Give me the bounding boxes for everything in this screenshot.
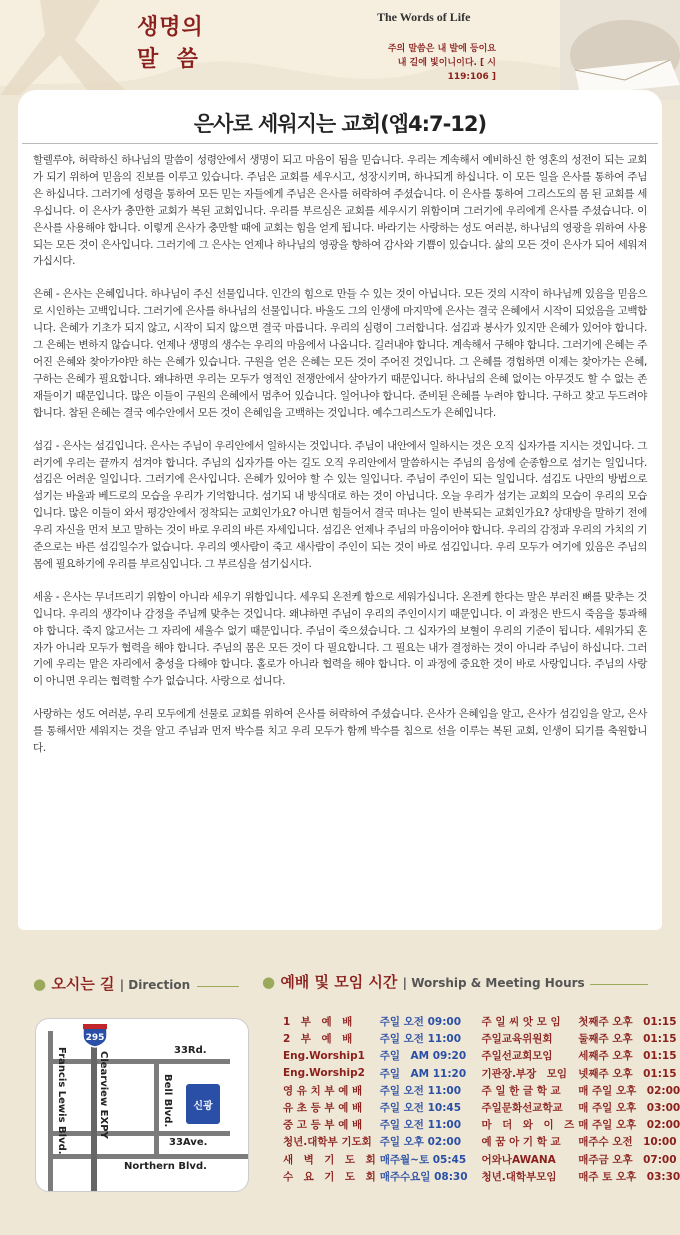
schedule-row xyxy=(281,1099,680,1116)
schedule-name: 예 꿈 아 기 학 교 xyxy=(481,1136,561,1149)
highway-number: 295 xyxy=(85,1033,105,1043)
title-line1: 생명의 xyxy=(137,15,204,40)
schedule-name: 1 부 예 배 xyxy=(283,1016,353,1029)
schedule-name: Eng.Worship1 xyxy=(283,1049,365,1062)
schedule-name: 유 초 등 부 예 배 xyxy=(283,1102,363,1115)
label-33rd: 33Rd. xyxy=(174,1045,207,1056)
schedule-time: 매주수요일 08:30 xyxy=(379,1170,468,1183)
schedule-time: 매주월~토 05:45 xyxy=(379,1153,467,1166)
sermon-paragraph: 사랑하는 성도 여러분, 우리 모두에게 선물로 교회를 위하여 은사를 허락하여 주셨습니다. 은사가 은혜임을 알고, 은사가 섬김임을 알고, 은사를 통해서만 세워지는 것을 알고 주님과 먼저 박수를 치고 우리 모두가 함께 박수를 침으로 선을 이루는 복된 교회, 인생이 되기를 축원합니다. xyxy=(33,708,647,755)
worship-schedule xyxy=(281,1013,680,1185)
schedule-name: 영 유 치 부 예 배 xyxy=(283,1084,363,1097)
schedule-row xyxy=(281,1030,680,1047)
schedule-name: 2 부 예 배 xyxy=(283,1033,353,1046)
schedule-name: 마 더 와 이 즈 xyxy=(481,1119,575,1132)
schedule-time: 주일 오후 02:00 xyxy=(379,1136,462,1149)
sermon-title: 은사로 세워지는 교회(엡4:7-12) xyxy=(193,112,487,136)
worship-sub: | Worship & Meeting Hours xyxy=(402,976,585,990)
bullet-icon: ● xyxy=(262,973,281,991)
header xyxy=(0,0,680,100)
bullet-icon: ● xyxy=(33,975,52,993)
schedule-time: 첫째주 오후 01:15 xyxy=(578,1016,677,1029)
schedule-row xyxy=(281,1116,680,1133)
schedule-name: 주일교육위원회 xyxy=(481,1033,553,1046)
words-of-life: The Words of Life xyxy=(377,10,471,24)
direction-map xyxy=(35,1018,249,1192)
schedule-row xyxy=(281,1168,680,1185)
road-33rd xyxy=(48,1059,230,1064)
direction-divider xyxy=(197,986,239,987)
sermon-paragraph: 섬김 - 은사는 섬김입니다. 은사는 주님이 우리안에서 일하시는 것입니다. 주님이 내안에서 일하시는 것은 오직 십자가를 지시는 것입니다. 그러기에 우리는 끝까지 섬겨야 합니다. 주님의 십자가를 아는 길도 오직 우리안에서 말씀하시는 주님의 음성에 순종함으로 섬기는 일입니다. 섬김은 어려운 일입니다. 그러기에 은사입니다. 은혜가 있어야 할 수 있는 일입니다. 주님이 주인이 되는 일입니다. 섬김도 나만의 방법으로 섬기는 바울과 베드로의 모습을 우리가 기억합니다. 섬기되 내 방식대로 하는 것이 아닙니다. 오늘 우리가 섬기는 교회의 모습이 우리의 모습입니다. 많은 이들이 와서 평강안에서 정착되는 교회인가요? 아니면 힘들어서 결국 떠나는 일이 반복되는 교회인가요? 상대방을 말하기 전에 우리 자신을 먼저 보고 말하는 것이 바로 우리의 바른 자세입니다. 섬김은 언제나 주님의 마음이어야 합니다. 우리의 감정과 우리의 가치의 기준으로는 바른 섬김일수가 없습니다. 우리의 옛사람이 죽고 새사람이 주인이 되는 것이 바로 섬김입니다. 우리 모두가 여기에 있음은 주님의 몸에 필요하기에 우리를 부르심입니다. 그 부르심을 섬기십시다. xyxy=(33,439,647,570)
schedule-time: 주일 오전 11:00 xyxy=(379,1084,462,1097)
label-33ave: 33Ave. xyxy=(169,1137,208,1148)
sermon-body xyxy=(33,152,647,773)
schedule-time: 매 주일 오후 03:00 xyxy=(578,1102,680,1115)
worship-title: 예배 및 모임 시간 xyxy=(280,973,398,991)
header-verse xyxy=(360,42,496,84)
verse-line2: 내 길에 빛이니이다. [ 시 119:106 ] xyxy=(397,58,496,82)
schedule-row xyxy=(281,1065,680,1082)
cross-decoration xyxy=(0,0,680,100)
sermon-paragraph: 세움 - 은사는 무너뜨리기 위함이 아니라 세우기 위함입니다. 세우되 온전케 함으로 세워가십니다. 온전케 한다는 말은 부러진 뼈를 맞추는 것입니다. 우리의 생각이나 감정을 주님께 맞추는 것입니다. 왜냐하면 주님이 우리의 주인이시기 때문입니다. 이 과정은 반드시 죽음을 통과해야 합니다. 죽지 않고서는 그 자리에 세울수 없기 때문입니다. 주님이 죽으셨습니다. 그 십자가의 보혈이 우리의 기준이 됩니다. 세워가되 혼자가 아니라 모두가 협력을 해야 합니다. 주님의 몸은 모든 것이 다 필요합니다. 그 필요는 내가 결정하는 것이 아니라 주님이 하십니다. 그러기에 우리는 맡은 자리에서 충성을 다해야 합니다. 홀로가 아니라 협력을 해야 합니다. 이 과정에 중요한 것이 바로 사랑입니다. 주님의 사랑이 아니면 우리는 협력할 수가 없습니다. 사랑으로 섭니다. xyxy=(33,590,647,688)
verse-line1: 주의 말씀은 내 발에 등이요 xyxy=(387,44,496,54)
direction-sub: | Direction xyxy=(119,978,191,992)
schedule-time: 매주수 오전 10:00 xyxy=(578,1136,677,1149)
schedule-name: 주일문화선교학교 xyxy=(481,1102,563,1115)
schedule-row xyxy=(281,1151,680,1168)
schedule-time: 주일 오전 11:00 xyxy=(379,1033,462,1046)
schedule-time: 넷째주 오후 01:15 xyxy=(578,1067,677,1080)
schedule-name: 주 일 한 글 학 교 xyxy=(481,1084,561,1097)
title-divider xyxy=(22,143,658,144)
schedule-time: 매주 토 오후 03:30 xyxy=(578,1170,680,1183)
road-bell xyxy=(154,1059,159,1159)
schedule-name: 수 요 기 도 회 xyxy=(283,1170,376,1183)
schedule-name: 청년.대학부모임 xyxy=(481,1170,557,1183)
worship-divider xyxy=(590,984,648,985)
sermon-paragraph: 할렐루야, 허락하신 하나님의 말씀이 성령안에서 생명이 되고 마음이 됨을 믿습니다. 우리는 계속해서 예비하신 한 영혼의 성전이 되는 교회가 되기 위하여 믿음의 진보를 이루고 있습니다. 주님은 교회를 세우시고, 성장시키며, 하나되게 하십니다. 이 모든 일을 은사를 통하여 주님은 하십니다. 그러기에 성령을 통하여 모든 믿는 자들에게 주님은 은사를 허락하여 주셨습니다. 이 은사를 통하여 그리스도의 몸 된 교회를 세우십니다. 이 은사가 충만한 교회가 복된 교회입니다. 우리를 부르심은 교회를 세우시기 위함이며 그러기에 우리에게 은사를 주셨습니다. 이 은사를 사용해야 합니다. 이렇게 은사가 충만할 때에 교회는 힘을 얻게 됩니다. 바라기는 사랑하는 성도 여러분, 하나님의 영광을 위하여 사용되는 모든 것이 은사입니다. 그러기에 그 은사는 언제나 하나님의 영광을 향하여 감사와 기쁨이 있습니다. 삶의 모든 것이 은사가 되어 세워져 가십시다. xyxy=(33,154,647,268)
label-francis-lewis: Francis Lewis Blvd. xyxy=(56,1047,67,1155)
title-line2: 말 씀 xyxy=(137,47,199,72)
schedule-time: 주일 오전 10:45 xyxy=(379,1102,462,1115)
label-northern: Northern Blvd. xyxy=(124,1161,207,1172)
schedule-name: 주일선교회모임 xyxy=(481,1050,553,1063)
highway-shield-icon xyxy=(81,1022,109,1048)
schedule-time: 매주금 오후 07:00 xyxy=(578,1153,677,1166)
road-clearview xyxy=(91,1031,97,1191)
road-33ave xyxy=(48,1131,230,1136)
schedule-time: 매 주일 오후 02:00 xyxy=(578,1084,680,1097)
direction-title: 오시는 길 xyxy=(51,975,115,993)
schedule-name: Eng.Worship2 xyxy=(283,1067,365,1080)
schedule-name: 청년.대학부 기도회 xyxy=(283,1136,372,1149)
schedule-time: 주일 AM 11:20 xyxy=(379,1067,467,1080)
label-bell: Bell Blvd. xyxy=(162,1074,173,1128)
schedule-time: 둘째주 오후 01:15 xyxy=(578,1033,677,1046)
schedule-time: 주일 오전 11:00 xyxy=(379,1119,462,1132)
schedule-time: 세째주 오후 01:15 xyxy=(578,1050,677,1063)
schedule-row xyxy=(281,1047,680,1064)
schedule-name: 주 일 씨 앗 모 임 xyxy=(481,1016,561,1029)
schedule-name: 새 벽 기 도 회 xyxy=(283,1153,376,1166)
schedule-row xyxy=(281,1133,680,1150)
schedule-name: 기관장.부장 모임 xyxy=(481,1067,568,1080)
schedule-time: 매 주일 오후 02:00 xyxy=(578,1119,680,1132)
label-clearview: Clearview EXPY xyxy=(98,1051,109,1139)
schedule-row xyxy=(281,1013,680,1030)
schedule-name: 중 고 등 부 예 배 xyxy=(283,1119,363,1132)
schedule-time: 주일 오전 09:00 xyxy=(379,1016,462,1029)
schedule-row xyxy=(281,1082,680,1099)
direction-heading xyxy=(33,973,190,994)
sermon-paragraph: 은혜 - 은사는 은혜입니다. 하나님이 주신 선물입니다. 인간의 힘으로 만들 수 있는 것이 아닙니다. 모든 것의 시작이 하나님께 있음을 믿음으로 시인하는 고백입니다. 그러기에 은사를 하나님의 선물입니다. 바울도 그의 인생에 마지막에 은사는 결국 은혜에서 시작이 되었음을 고백합니다. 은혜가 기초가 되지 않고, 시작이 되지 않으면 결국 마릅니다. 우리의 심령이 그러합니다. 섬김과 봉사가 있지만 은혜가 있어야 합니다. 그 은혜는 변하지 않습니다. 언제나 생명의 생수는 우리의 마음에서 나옵니다. 길러내야 합니다. 계속해서 구해야 합니다. 그러기에 은혜는 주어진 은혜와 찾아가야만 하는 은혜가 있습니다. 구원을 얻은 은혜는 모든 것이 주어진 것입니다. 그 은혜를 경험하면 이제는 찾아가는 은혜, 구하는 은혜가 필요합니다. 왜냐하면 우리는 모두가 영적인 전쟁안에서 살아가기 때문입니다. 하나님의 은혜 없이는 아무것도 할 수 없는 존재들이기 때문입니다. 많은 이들이 구원의 은혜에서 멈추어 있습니다. 일어나야 합니다. 준비된 은혜를 누려야 합니다. 구하고 찾고 두드려야 합니다. 참된 은혜는 결국 예수안에서 모든 것이 은혜임을 고백하는 것입니다. 예수그리스도가 은혜입니다. xyxy=(33,288,647,419)
church-marker: 신광 xyxy=(186,1084,220,1124)
road-northern xyxy=(48,1154,248,1159)
road-francis-lewis xyxy=(48,1031,53,1191)
schedule-name: 어와나AWANA xyxy=(481,1153,556,1166)
worship-heading xyxy=(262,971,585,992)
schedule-time: 주일 AM 09:20 xyxy=(379,1050,467,1063)
